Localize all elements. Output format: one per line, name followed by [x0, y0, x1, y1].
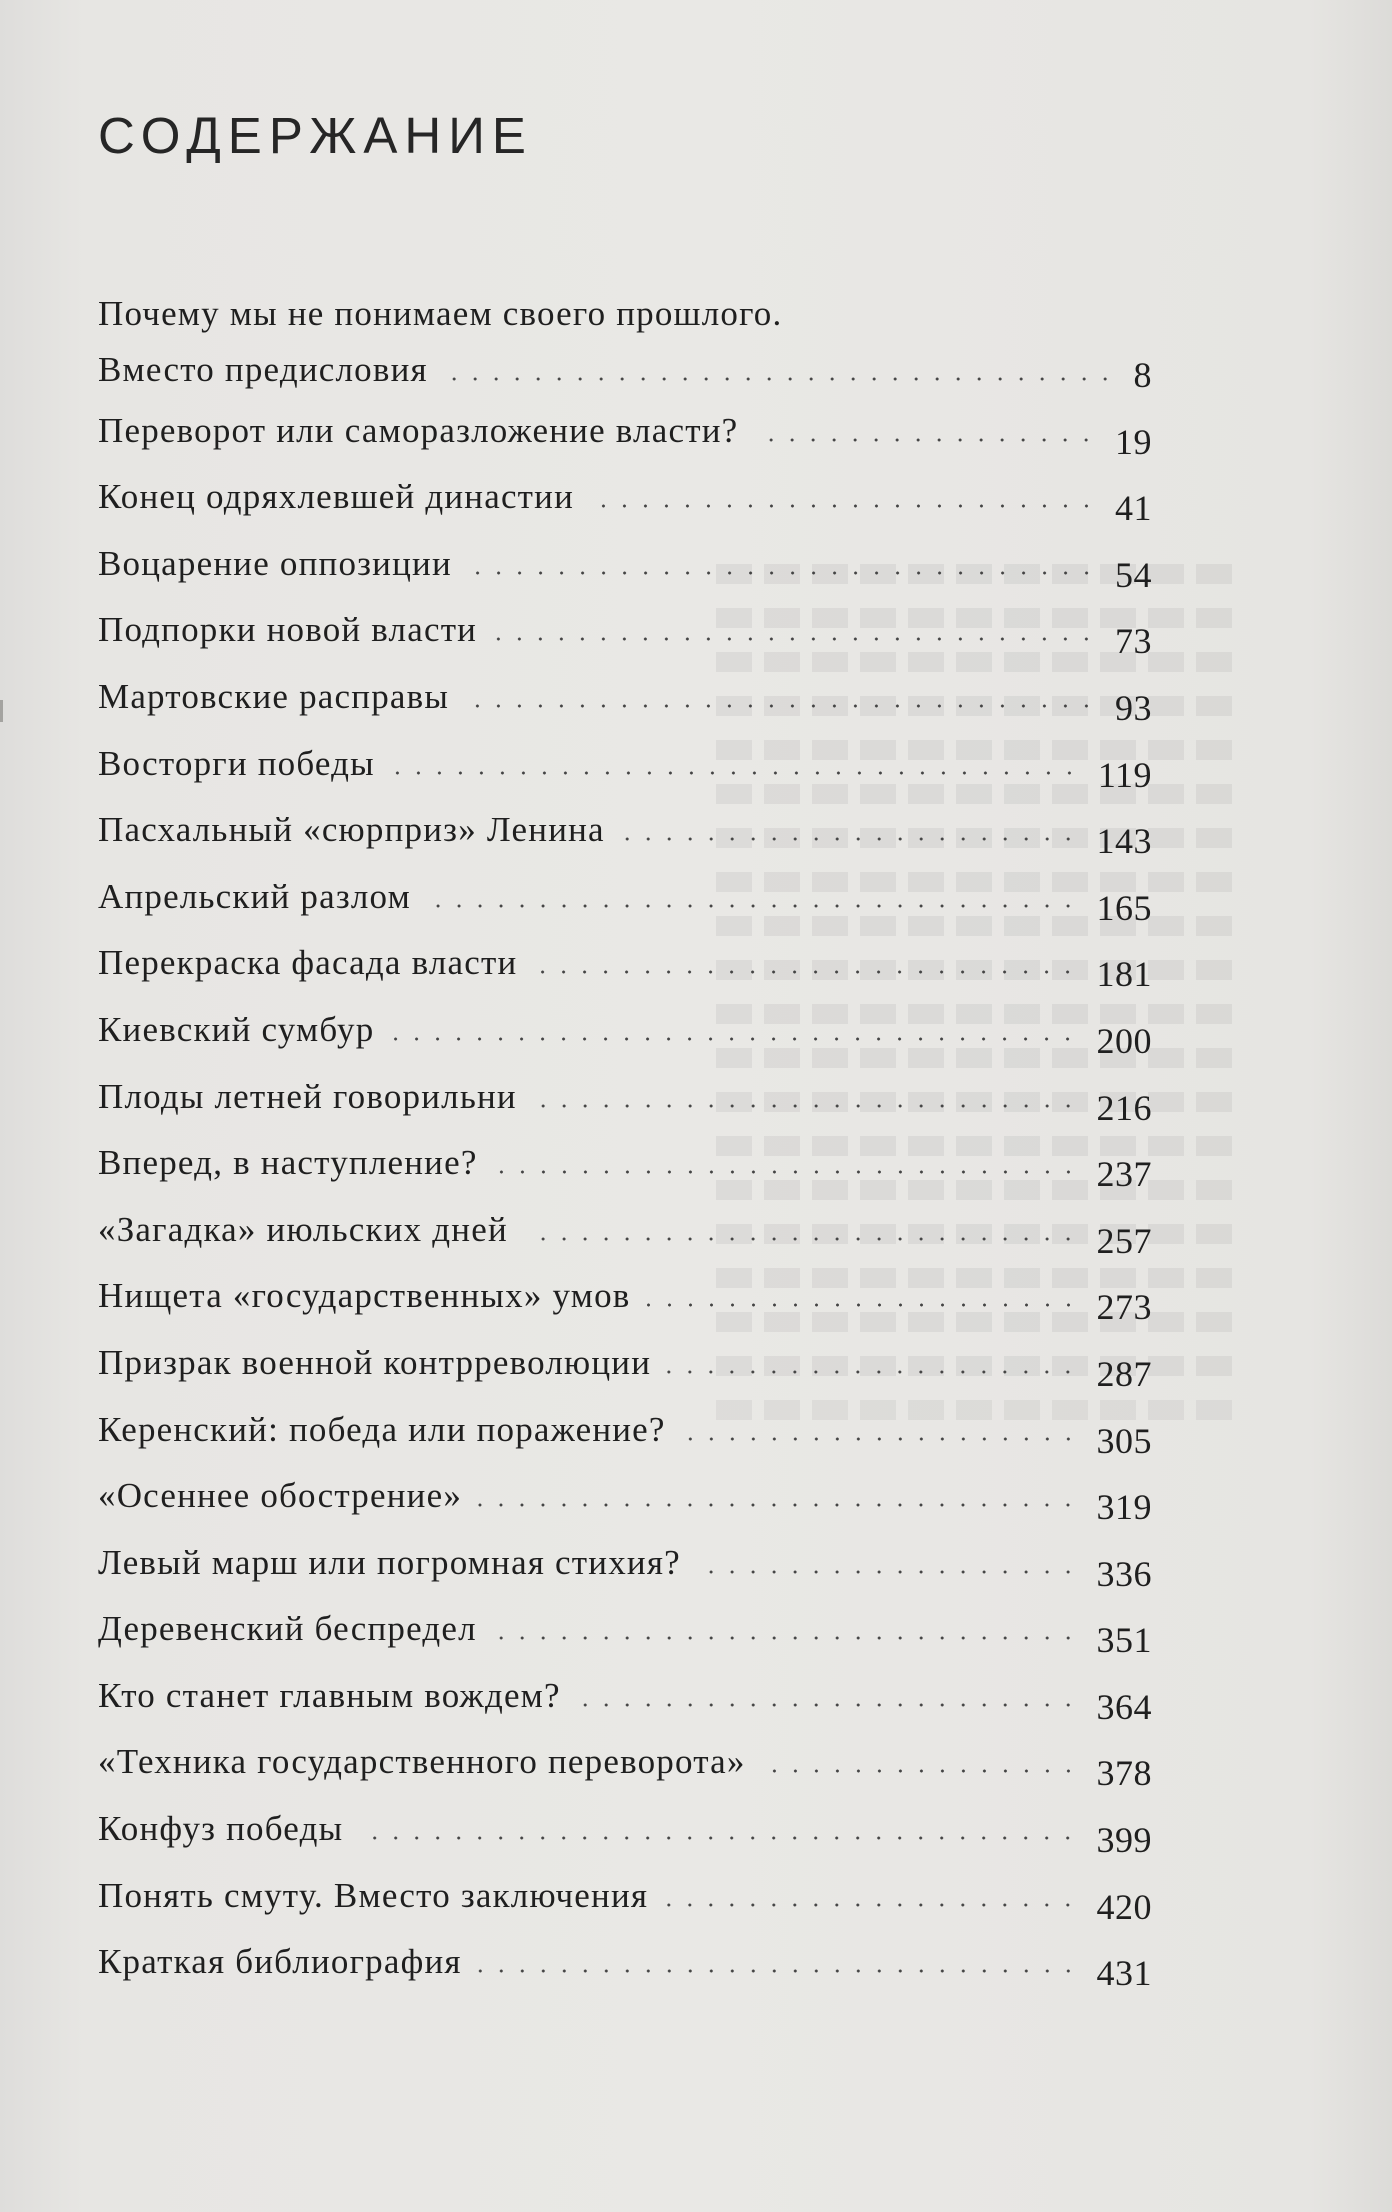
toc-entry-title: Плоды летней говорильни	[98, 1076, 517, 1116]
toc-entry-label-row	[98, 943, 529, 983]
toc-entry-title: Подпорки новой власти	[98, 610, 478, 650]
toc-entry-label-row	[98, 1210, 520, 1250]
toc-entry-page-number: 305	[1096, 1420, 1152, 1461]
toc-entry-page-number: 73	[1115, 621, 1152, 662]
toc-entry	[0, 1199, 1392, 1266]
toc-entry-label-row	[98, 1010, 386, 1050]
toc-entry-page-number: 200	[1096, 1020, 1152, 1061]
toc-entry-page-number: 165	[1096, 887, 1152, 928]
toc-entry	[0, 467, 1392, 534]
toc-entry	[0, 1732, 1392, 1799]
dot-leader	[478, 1969, 1079, 1973]
dot-leader	[762, 1769, 1079, 1773]
table-of-contents	[0, 294, 1392, 1998]
toc-entry-label-row	[98, 1876, 660, 1916]
toc-entry-page-number: 119	[1097, 754, 1152, 795]
toc-entry-page-number: 237	[1096, 1154, 1152, 1195]
toc-entry-page-number: 399	[1096, 1820, 1152, 1861]
toc-entry-page-number: 54	[1115, 554, 1152, 595]
dot-leader	[478, 1503, 1078, 1507]
dot-leader	[494, 1170, 1079, 1174]
toc-entry	[0, 1665, 1392, 1732]
toc-entry-page-number: 364	[1096, 1686, 1152, 1727]
dot-leader	[697, 1570, 1079, 1574]
toc-entry-title: Вместо предисловия	[98, 350, 428, 389]
toc-entry-page-number: 287	[1096, 1353, 1152, 1394]
toc-entry	[0, 999, 1392, 1066]
toc-entry-label-row	[98, 1609, 489, 1649]
toc-entry-title: Конфуз победы	[98, 1809, 344, 1849]
toc-entry-title: Воцарение оппозиции	[98, 543, 452, 583]
toc-entry	[0, 1332, 1392, 1399]
toc-entry-title: Левый марш или погромная стихия?	[98, 1542, 681, 1582]
toc-entry-page-number: 431	[1096, 1953, 1152, 1994]
toc-entry	[0, 1798, 1392, 1865]
toc-entry-label-row	[98, 877, 423, 917]
dot-leader	[493, 637, 1097, 641]
toc-entry-title: Керенский: победа или поражение?	[98, 1409, 666, 1449]
toc-entry	[0, 1532, 1392, 1599]
toc-entry-page-number: 216	[1096, 1087, 1152, 1128]
toc-entry-page-number: 273	[1096, 1287, 1152, 1328]
toc-entry-page-number: 378	[1096, 1753, 1152, 1794]
dot-leader	[468, 571, 1097, 575]
toc-entry-label-row	[98, 1077, 529, 1117]
dot-leader	[391, 771, 1080, 775]
toc-entry-label-row	[98, 1476, 474, 1516]
toc-entry	[0, 533, 1392, 600]
toc-entry-label-row	[98, 411, 750, 451]
toc-entry	[0, 1932, 1392, 1999]
dot-leader	[465, 704, 1097, 708]
toc-entry-title: Деревенский беспредел	[98, 1609, 477, 1649]
toc-entry-title: Кто станет главным вождем?	[98, 1675, 561, 1715]
toc-entry	[0, 1133, 1392, 1200]
toc-entry-page-number: 181	[1096, 954, 1152, 995]
toc-entry-label-row	[98, 744, 387, 784]
dot-leader	[533, 970, 1078, 974]
toc-entry	[0, 800, 1392, 867]
toc-entry-label-row	[98, 610, 489, 650]
toc-entry-label-row	[98, 1276, 643, 1316]
toc-entry-title: Конец одряхлевшей династии	[98, 477, 575, 517]
dot-leader	[359, 1836, 1078, 1840]
toc-entry	[0, 666, 1392, 733]
toc-entry-page-number: 143	[1096, 821, 1152, 862]
toc-entry	[0, 866, 1392, 933]
toc-entry-label-row	[98, 1343, 663, 1383]
toc-entry-label-row	[98, 1143, 490, 1183]
toc-entry-title: Апрельский разлом	[98, 876, 411, 916]
toc-entry-title: Пасхальный «сюрприз» Ленина	[98, 810, 605, 850]
toc-entry-page-number: 351	[1096, 1620, 1152, 1661]
toc-entry	[0, 733, 1392, 800]
toc-entry-title: Перекраска фасада власти	[98, 943, 518, 983]
toc-entry-page-number: 41	[1115, 488, 1152, 529]
toc-entry	[0, 1266, 1392, 1333]
toc-entry-label-row	[98, 544, 464, 584]
dot-leader	[577, 1703, 1079, 1707]
toc-entry-title: Краткая библиография	[98, 1942, 462, 1982]
toc-entry-page-number: 420	[1096, 1886, 1152, 1927]
toc-entry-label-row	[98, 350, 440, 390]
toc-entry-title: Переворот или саморазложение власти?	[98, 410, 739, 450]
toc-entry-page-number: 8	[1133, 355, 1152, 395]
dot-leader	[754, 438, 1097, 442]
dot-leader	[444, 377, 1116, 381]
dot-leader	[524, 1237, 1079, 1241]
toc-entry	[0, 933, 1392, 1000]
toc-entry	[0, 1865, 1392, 1932]
toc-entry-title: Киевский сумбур	[98, 1009, 375, 1049]
toc-entry-title: «Техника государственного переворота»	[98, 1742, 746, 1782]
toc-entry-title-line: Почему мы не понимаем своего прошлого.	[98, 294, 783, 333]
toc-entry-label-row	[98, 1676, 573, 1716]
toc-entry-label-row	[98, 1809, 355, 1849]
toc-entry	[0, 1399, 1392, 1466]
toc-entry-page-number: 19	[1115, 421, 1152, 462]
toc-entry	[0, 1066, 1392, 1133]
page-title: СОДЕРЖАНИЕ	[98, 107, 533, 164]
dot-leader	[621, 837, 1079, 841]
dot-leader	[427, 904, 1079, 908]
toc-entry-title: «Осеннее обострение»	[98, 1476, 463, 1516]
toc-entry-title: Призрак военной контрреволюции	[98, 1342, 652, 1382]
toc-entry-label-row	[98, 1410, 678, 1450]
toc-entry-page-number: 336	[1096, 1553, 1152, 1594]
toc-entry-title: Вперед, в наступление?	[98, 1143, 478, 1183]
toc-entry-page-number: 257	[1096, 1220, 1152, 1261]
toc-entry	[0, 400, 1392, 467]
toc-entry-page-number: 93	[1115, 687, 1152, 728]
toc-entry-label-row	[98, 1742, 758, 1782]
toc-entry-title: «Загадка» июльских дней	[98, 1209, 508, 1249]
dot-leader	[590, 504, 1097, 508]
toc-entry-label-row	[98, 1942, 474, 1982]
toc-entry	[0, 294, 1392, 400]
dot-leader	[664, 1903, 1078, 1907]
dot-leader	[390, 1037, 1078, 1041]
toc-entry-label-row	[98, 677, 461, 717]
toc-entry	[0, 600, 1392, 667]
toc-entry	[0, 1599, 1392, 1666]
dot-leader	[682, 1437, 1079, 1441]
toc-entry-title: Понять смуту. Вместо заключения	[98, 1875, 649, 1915]
dot-leader	[533, 1104, 1079, 1108]
toc-entry-label-row	[98, 1543, 693, 1583]
toc-entry-label-row	[98, 477, 586, 517]
dot-leader	[493, 1636, 1079, 1640]
toc-entry-page-number: 319	[1096, 1487, 1152, 1528]
toc-entry-title: Мартовские расправы	[98, 676, 450, 716]
dot-leader	[667, 1370, 1078, 1374]
toc-entry-title: Нищета «государственных» умов	[98, 1276, 631, 1316]
toc-entry-title: Восторги победы	[98, 743, 375, 783]
toc-entry-label-row	[98, 810, 617, 850]
toc-entry	[0, 1466, 1392, 1533]
dot-leader	[647, 1303, 1079, 1307]
